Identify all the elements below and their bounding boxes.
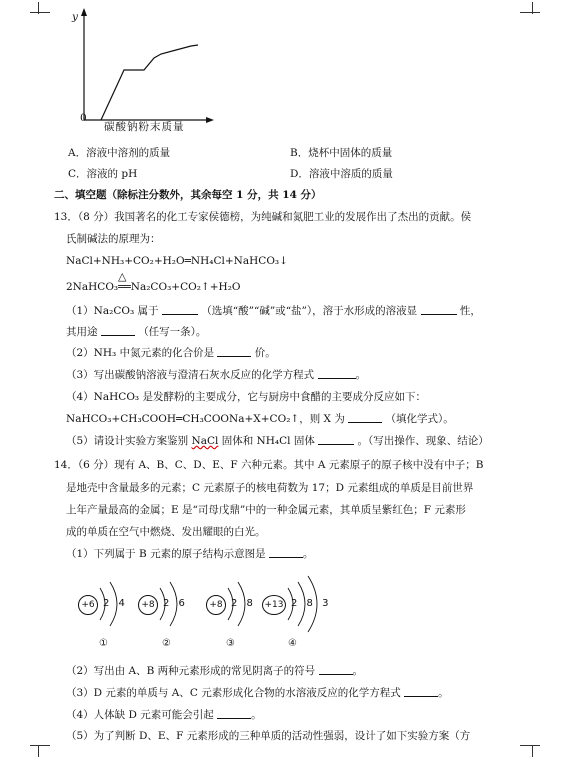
atom-electrons: 2 6 xyxy=(163,598,188,609)
atom-label: ③ xyxy=(226,638,235,649)
reaction-graph xyxy=(66,8,216,138)
q14-part2 xyxy=(66,664,363,678)
q13-blank-type[interactable] xyxy=(162,304,198,315)
q13-blank-experiment[interactable] xyxy=(318,434,354,445)
q13-part3 xyxy=(66,368,366,382)
crop-mark xyxy=(532,745,533,757)
atom-nucleus: +8 xyxy=(138,595,158,615)
q13-part2-a: （2）NH₃ 中氮元素的化合价是 xyxy=(66,347,215,359)
q14-line2: 是地壳中含量最多的元素；C 元素原子的核电荷数为 17；D 元素组成的单质是目前世界 xyxy=(66,482,474,494)
q14-part4 xyxy=(66,708,262,722)
q14-part3-text: （3）D 元素的单质与 A、C 元素形成化合物的水溶液反应的化学方程式 xyxy=(66,687,401,699)
option-c: C．溶液的 pH xyxy=(68,168,138,180)
atom-label: ② xyxy=(162,638,171,649)
atom-diagram-2[interactable] xyxy=(136,594,196,654)
q14-part2-text: （2）写出由 A、B 两种元素形成的常见阴离子的符号 xyxy=(66,665,316,677)
atom-nucleus: +8 xyxy=(206,595,226,615)
q13-part1-c: 性， xyxy=(459,305,481,317)
q13-equation2-condition: △ xyxy=(118,270,127,283)
graph-curve xyxy=(101,45,198,120)
crop-mark xyxy=(30,12,50,13)
q13-part5-c: 。（写出操作、现象、结论） xyxy=(357,435,489,447)
period: 。 xyxy=(251,709,262,721)
q13-equation1: NaCl+NH₃+CO₂+H₂O═NH₄Cl+NaHCO₃↓ xyxy=(66,255,288,267)
q13-intro-line1: 13．（8 分）我国著名的化工专家侯德榜，为纯碱和氮肥工业的发展作出了杰出的贡献。侯 xyxy=(54,211,472,223)
q14-blank-reaction[interactable] xyxy=(404,686,438,697)
q14-line1: 14．（6 分）现有 A、B、C、D、E、F 六种元素。其中 A 元素原子的原子核中没有中子；B xyxy=(54,459,484,471)
atom-electrons: 2 8 xyxy=(231,598,256,609)
q14-part4-text: （4）人体缺 D 元素可能会引起 xyxy=(66,709,214,721)
q13-part1-use xyxy=(66,325,206,339)
option-d: D．溶液中溶质的质量 xyxy=(290,168,393,180)
q13-part2 xyxy=(66,346,276,360)
q14-part3 xyxy=(66,686,449,700)
q13-part4-eq: NaHCO₃+CH₃COOH═CH₃COONa+X+CO₂↑，则 X 为 xyxy=(66,413,345,425)
crop-mark xyxy=(38,2,39,14)
q14-line3: 上年产量最高的金属；E 是“司母戊鼎”中的一种金属元素，其单质呈紫红色；F 元素形 xyxy=(66,504,466,516)
q13-part1-e: （任写一条）。 xyxy=(138,326,207,338)
atom-label: ① xyxy=(99,638,108,649)
q13-part1-d: 其用途 xyxy=(66,326,98,338)
graph-origin: 0 xyxy=(80,112,87,124)
option-a: A．溶液中溶剂的质量 xyxy=(68,147,171,159)
atom-nucleus: +13 xyxy=(262,595,286,615)
atom-electrons: 2 4 xyxy=(103,598,128,609)
crop-mark xyxy=(532,2,533,14)
q14-blank-deficiency[interactable] xyxy=(217,708,251,719)
q13-part3-text: （3）写出碳酸钠溶液与澄清石灰水反应的化学方程式 xyxy=(66,369,315,381)
q13-blank-ph[interactable] xyxy=(421,304,457,315)
graph-x-label: 碳酸钠粉末质量 xyxy=(104,121,185,133)
q13-part5 xyxy=(66,434,489,448)
q14-line4: 成的单质在空气中燃烧、发出耀眼的白光。 xyxy=(66,526,266,538)
period: 。 xyxy=(352,665,363,677)
atom-nucleus: +6 xyxy=(78,595,98,615)
q13-part1-a: （1）Na₂CO₃ 属于 xyxy=(66,305,159,317)
crop-mark xyxy=(520,12,540,13)
q13-part5-a: （5）请设计实验方案鉴别 xyxy=(66,435,189,447)
atom-diagram-1[interactable] xyxy=(76,594,136,654)
q13-blank-x[interactable] xyxy=(348,412,382,423)
option-b: B．烧杯中固体的质量 xyxy=(290,147,393,159)
q14-part1 xyxy=(66,547,313,561)
q13-part1-b: （选填“酸”“碱”或“盐”），溶于水形成的溶液显 xyxy=(201,305,418,317)
q13-part4-b: （填化学式）。 xyxy=(385,413,454,425)
q13-blank-valence[interactable] xyxy=(217,346,251,357)
q13-blank-use[interactable] xyxy=(101,325,135,336)
atom-electrons: 2 8 3 xyxy=(291,598,332,609)
crop-mark xyxy=(520,745,540,746)
atom-diagram-4[interactable] xyxy=(260,594,340,654)
section-heading: 二、填空题（除标注分数外，其余每空 1 分，共 14 分） xyxy=(54,189,322,201)
q14-part1-text: （1）下列属于 B 元素的原子结构示意图是 xyxy=(66,548,266,560)
period: 。 xyxy=(302,548,314,560)
q13-part5-nacl: NaCl xyxy=(191,435,219,447)
atom-label: ④ xyxy=(288,638,297,649)
q13-blank-equation[interactable] xyxy=(318,368,356,379)
crop-mark xyxy=(30,745,50,746)
q14-part5: （5）为了判断 D、E、F 元素形成的三种单质的活动性强弱，设计了如下实验方案（方 xyxy=(66,730,471,742)
q13-part5-b: 固体和 NH₄Cl 固体 xyxy=(221,435,315,447)
q13-part2-b: 价。 xyxy=(254,347,276,359)
q14-blank-b-diagram[interactable] xyxy=(269,547,303,558)
q14-blank-anion[interactable] xyxy=(319,664,353,675)
period: 。 xyxy=(438,687,449,699)
graph-y-label: y xyxy=(72,11,78,23)
q13-part4-equation xyxy=(66,412,454,426)
period: 。 xyxy=(355,369,367,381)
q13-part4: （4）NaHCO₃ 是发酵粉的主要成分，它与厨房中食醋的主要成分反应如下： xyxy=(66,391,426,403)
q13-part1 xyxy=(66,304,481,318)
q13-equation2: 2NaHCO₃══Na₂CO₃+CO₂↑+H₂O xyxy=(66,281,241,293)
crop-mark xyxy=(38,745,39,757)
q13-intro-line2: 氏制碱法的原理为： xyxy=(66,233,161,245)
atom-diagram-3[interactable] xyxy=(204,594,264,654)
